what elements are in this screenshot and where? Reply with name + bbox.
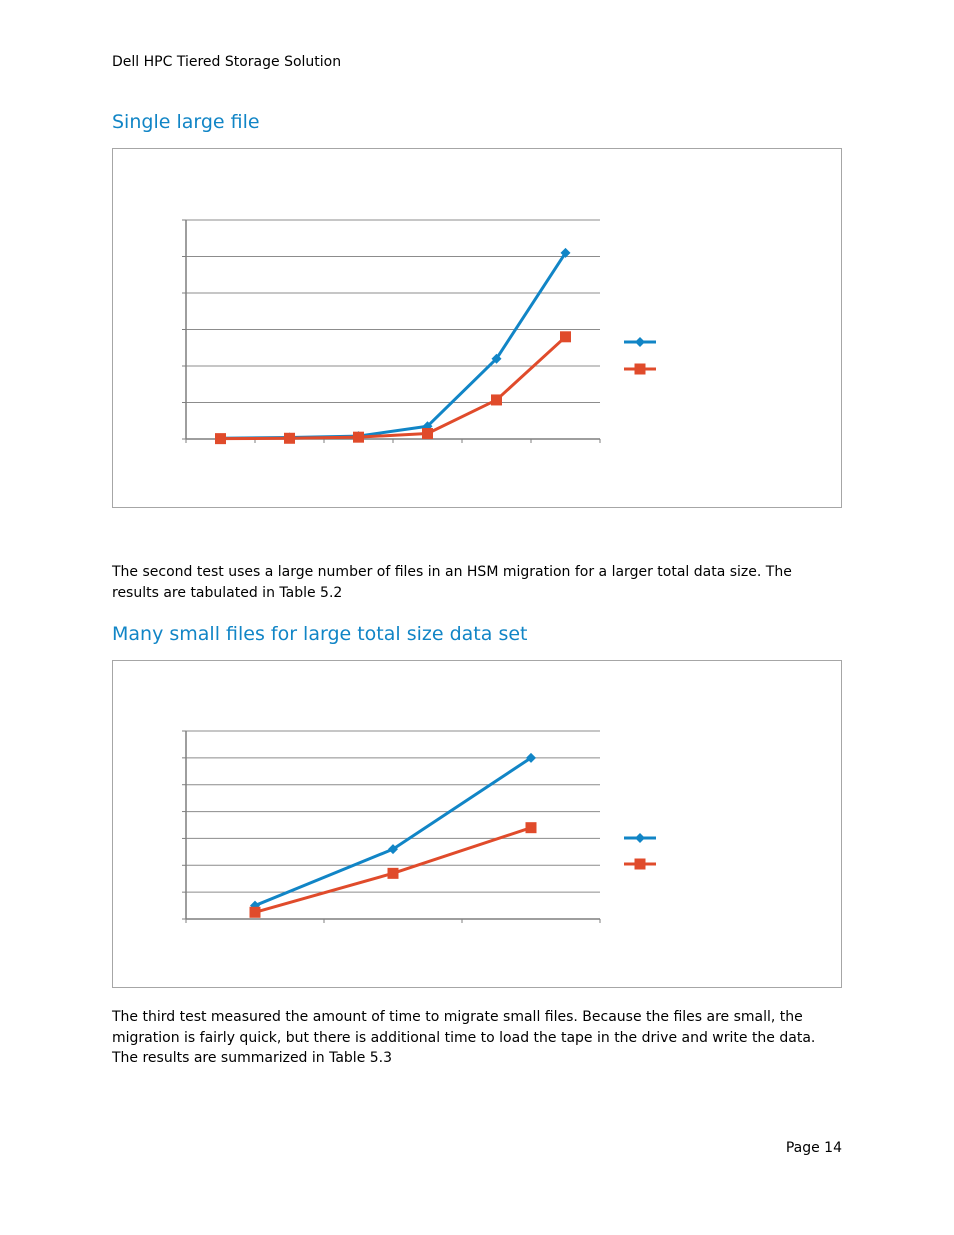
series-2-point	[560, 331, 571, 342]
series-1-line	[255, 758, 531, 906]
chart2-svg	[113, 661, 841, 987]
paragraph-second-test: The second test uses a large number of files in an HSM migration for a larger total data size. The results are tabulated in Table 5.2	[112, 564, 792, 601]
document-header: Dell HPC Tiered Storage Solution	[112, 54, 342, 70]
chart-many-small-files	[112, 660, 842, 988]
legend-series-1-marker	[635, 337, 645, 347]
series-2-point	[388, 868, 399, 879]
chart1-svg	[113, 149, 841, 507]
legend-series-2-marker	[635, 859, 646, 870]
series-2-point	[215, 433, 226, 444]
series-1-line	[221, 253, 566, 438]
legend-series-1-marker	[635, 833, 645, 843]
series-2-point	[422, 428, 433, 439]
section-title-single-large-file: Single large file	[112, 111, 260, 133]
section-title-many-small-files: Many small files for large total size data set	[112, 623, 528, 645]
series-2-point	[526, 822, 537, 833]
chart-single-large-file	[112, 148, 842, 508]
legend-series-2-marker	[635, 364, 646, 375]
series-2-point	[353, 432, 364, 443]
series-2-point	[250, 907, 261, 918]
series-2-point	[491, 394, 502, 405]
paragraph-third-test: The third test measured the amount of time to migrate small files. Because the files are small, the migration is fairly quick, but there is additional time to load the tape in the drive and write the data. The results are summarized in Table 5.3	[112, 1009, 816, 1066]
series-2-point	[284, 433, 295, 444]
page-number: Page 14	[785, 1140, 842, 1156]
series-2-line	[221, 337, 566, 439]
